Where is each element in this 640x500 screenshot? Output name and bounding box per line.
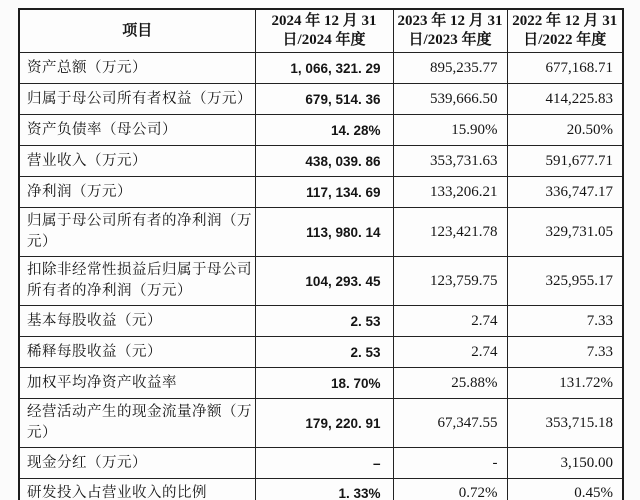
value-2023: 25.88% bbox=[393, 368, 507, 399]
row-label: 归属于母公司所有者的净利润（万元） bbox=[19, 208, 255, 257]
value-2023: 133,206.21 bbox=[393, 177, 507, 208]
row-label: 基本每股收益（元） bbox=[19, 306, 255, 337]
value-2023: 67,347.55 bbox=[393, 399, 507, 448]
value-2023: 15.90% bbox=[393, 115, 507, 146]
header-row bbox=[19, 9, 623, 53]
value-2022: 329,731.05 bbox=[507, 208, 623, 257]
row-label: 营业收入（万元） bbox=[19, 146, 255, 177]
value-2024: 438, 039. 86 bbox=[255, 146, 393, 177]
value-2022: 7.33 bbox=[507, 337, 623, 368]
value-2022: 7.33 bbox=[507, 306, 623, 337]
value-2023: 895,235.77 bbox=[393, 53, 507, 84]
financial-table-container bbox=[18, 8, 624, 500]
value-2024: 117, 134. 69 bbox=[255, 177, 393, 208]
row-label: 经营活动产生的现金流量净额（万元） bbox=[19, 399, 255, 448]
value-2024: 679, 514. 36 bbox=[255, 84, 393, 115]
value-2023: 2.74 bbox=[393, 337, 507, 368]
value-2022: 0.45% bbox=[507, 479, 623, 500]
column-header-2022: 2022 年 12 月 31 日/2022 年度 bbox=[507, 9, 623, 53]
value-2023: 2.74 bbox=[393, 306, 507, 337]
row-label: 资产负债率（母公司） bbox=[19, 115, 255, 146]
row-label: 净利润（万元） bbox=[19, 177, 255, 208]
value-2023: 0.72% bbox=[393, 479, 507, 500]
table-row-cash-dividend bbox=[19, 448, 623, 479]
value-2022: 591,677.71 bbox=[507, 146, 623, 177]
table-row-weighted-roe bbox=[19, 368, 623, 399]
value-2024: 14. 28% bbox=[255, 115, 393, 146]
table-row-deducted-net-profit bbox=[19, 257, 623, 306]
value-2022: 325,955.17 bbox=[507, 257, 623, 306]
value-2023: - bbox=[393, 448, 507, 479]
table-row-basic-eps bbox=[19, 306, 623, 337]
row-label: 归属于母公司所有者权益（万元） bbox=[19, 84, 255, 115]
table-row-rd-ratio bbox=[19, 479, 623, 500]
value-2024: 1, 066, 321. 29 bbox=[255, 53, 393, 84]
value-2023: 123,421.78 bbox=[393, 208, 507, 257]
value-2024: 179, 220. 91 bbox=[255, 399, 393, 448]
row-label: 加权平均净资产收益率 bbox=[19, 368, 255, 399]
value-2022: 414,225.83 bbox=[507, 84, 623, 115]
value-2024: 2. 53 bbox=[255, 306, 393, 337]
value-2024: – bbox=[255, 448, 393, 479]
column-header-2023: 2023 年 12 月 31 日/2023 年度 bbox=[393, 9, 507, 53]
value-2022: 131.72% bbox=[507, 368, 623, 399]
table-row-parent-net-profit bbox=[19, 208, 623, 257]
financial-summary-table bbox=[18, 8, 624, 500]
value-2022: 336,747.17 bbox=[507, 177, 623, 208]
value-2024: 2. 53 bbox=[255, 337, 393, 368]
row-label: 稀释每股收益（元） bbox=[19, 337, 255, 368]
value-2022: 677,168.71 bbox=[507, 53, 623, 84]
table-row-diluted-eps bbox=[19, 337, 623, 368]
column-header-2024: 2024 年 12 月 31 日/2024 年度 bbox=[255, 9, 393, 53]
table-row-net-profit bbox=[19, 177, 623, 208]
value-2024: 18. 70% bbox=[255, 368, 393, 399]
table-row-parent-equity bbox=[19, 84, 623, 115]
value-2024: 113, 980. 14 bbox=[255, 208, 393, 257]
column-header-item: 项目 bbox=[19, 9, 255, 53]
table-row-revenue bbox=[19, 146, 623, 177]
value-2022: 3,150.00 bbox=[507, 448, 623, 479]
row-label: 扣除非经常性损益后归属于母公司所有者的净利润（万元） bbox=[19, 257, 255, 306]
value-2023: 539,666.50 bbox=[393, 84, 507, 115]
table-row-operating-cash-flow bbox=[19, 399, 623, 448]
row-label: 资产总额（万元） bbox=[19, 53, 255, 84]
row-label: 研发投入占营业收入的比例 bbox=[19, 479, 255, 500]
value-2023: 123,759.75 bbox=[393, 257, 507, 306]
value-2022: 353,715.18 bbox=[507, 399, 623, 448]
value-2022: 20.50% bbox=[507, 115, 623, 146]
row-label: 现金分红（万元） bbox=[19, 448, 255, 479]
value-2024: 1. 33% bbox=[255, 479, 393, 500]
table-row-debt-ratio bbox=[19, 115, 623, 146]
value-2023: 353,731.63 bbox=[393, 146, 507, 177]
value-2024: 104, 293. 45 bbox=[255, 257, 393, 306]
table-row-total-assets bbox=[19, 53, 623, 84]
